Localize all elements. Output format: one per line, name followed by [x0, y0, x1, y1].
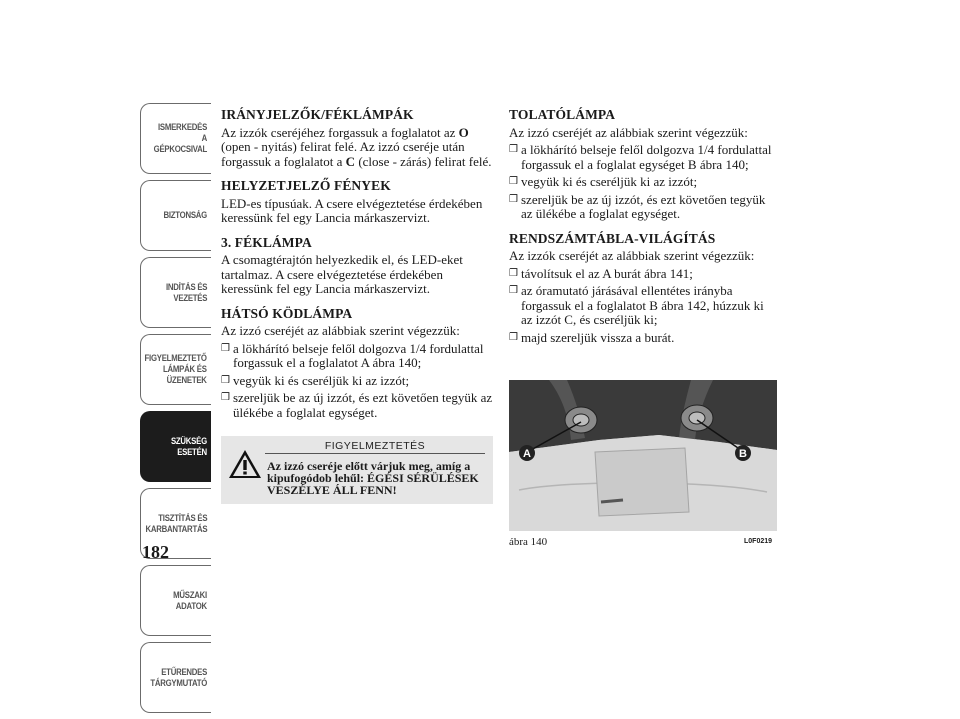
list-item: ❒ vegyük ki és cseréljük ki az izzót; [221, 374, 493, 389]
list-item: ❒ az óramutató járásával ellentétes irányba forgassuk el a foglalatot B ábra 142, húzzuk ki az izzót C, és cseréljük ki; [509, 284, 777, 328]
rear-bumper-figure [509, 380, 777, 531]
tab-biztonsag[interactable] [140, 180, 211, 251]
section-text: Az izzó cseréjét az alábbiak szerint végezzük: [221, 323, 460, 338]
warning-box [221, 436, 493, 504]
section-title: RENDSZÁMTÁBLA-VILÁGÍTÁS [509, 230, 716, 246]
tab-label: BIZTONSÁG [163, 210, 207, 221]
tab-muszaki-adatok[interactable] [140, 565, 211, 636]
left-column [221, 108, 493, 430]
section-title: HELYZETJELZŐ FÉNYEK [221, 178, 391, 193]
step-list [509, 143, 777, 222]
figure-caption: ábra 140 [509, 536, 548, 548]
tab-label: TISZTÍTÁS ÉS KARBANTARTÁS [145, 512, 207, 535]
section-text: LED-es típusúak. A csere elvégeztetése érdekében keressünk fel egy Lancia márkaszervizt. [221, 195, 483, 225]
tab-label: MŰSZAKI ADATOK [173, 589, 207, 612]
list-item: ❒ vegyük ki és cseréljük ki az izzót; [509, 175, 777, 190]
section-text: Az izzók cseréjét az alábbiak szerint végezzük: [509, 248, 755, 263]
chapter-tabs [140, 103, 211, 719]
tab-figyelmezteto[interactable] [140, 334, 211, 405]
tab-label: FIGYELMEZTETŐ LÁMPÁK ÉS ÜZENETEK [144, 353, 207, 386]
section-text: Az izzók cseréjéhez forgassuk a foglalatot az O (open - nyitás) felirat felé. Az izzó cseréje után forgassuk a foglalatot a C (close - zárás) felirat felé. [221, 124, 492, 169]
marker-a-label: A [523, 448, 531, 460]
tab-label: INDÍTÁS ÉS VEZETÉS [165, 281, 207, 304]
tab-ismerkedes[interactable] [140, 103, 211, 174]
list-item: ❒ majd szereljük vissza a burát. [509, 331, 777, 346]
list-item: ❒ szereljük be az új izzót, és ezt követően tegyük az ülékébe a foglalat egységet. [221, 391, 493, 420]
list-item: ❒ szereljük be az új izzót, és ezt követően tegyük az ülékébe a foglalat egységet. [509, 193, 777, 222]
step-list [221, 342, 493, 421]
section-title: HÁTSÓ KÖDLÁMPA [221, 305, 353, 321]
right-column [509, 108, 777, 355]
marker-b-label: B [739, 448, 747, 460]
warning-title: FIGYELMEZTETÉS [265, 440, 485, 454]
tab-label: ISMERKEDÉS A GÉPKOCSIVAL [153, 122, 207, 155]
rear-bumper-illustration [509, 380, 777, 531]
section-title: 3. FÉKLÁMPA [221, 234, 312, 250]
figure-code: L0F0219 [744, 538, 773, 545]
page-number: 182 [142, 542, 169, 562]
section-text: A csomagtérajtón helyezkedik el, és LED-eket tartalmaz. A csere elvégeztetése érdekében keressünk fel egy Lancia márkaszervizt. [221, 252, 463, 296]
tab-szukseg-eseten[interactable] [140, 411, 211, 482]
section-title: IRÁNYJELZŐK/FÉKLÁMPÁK [221, 107, 414, 122]
list-item: ❒ a lökhárító belseje felől dolgozva 1/4 fordulattal forgassuk el a foglalat egységet B ábra 140; [509, 143, 777, 172]
section-title: TOLATÓLÁMPA [509, 107, 616, 122]
tab-inditas[interactable] [140, 257, 211, 328]
warning-text: Az izzó cseréje előtt várjuk meg, amíg a kipufogódob lehűl: ÉGÉSI SÉRÜLÉSEK VESZÉLYE ÁLL FENN! [267, 459, 479, 497]
tab-label: ETŰRENDES TÁRGYMUTATÓ [150, 666, 207, 689]
tab-targymutato[interactable] [140, 642, 211, 713]
list-item: ❒ távolítsuk el az A burát ábra 141; [509, 267, 777, 282]
tab-label: SZÜKSÉG ESETÉN [170, 435, 207, 458]
step-list [509, 267, 777, 346]
list-item: ❒ a lökhárító belseje felől dolgozva 1/4 fordulattal forgassuk el a foglalatot A ábra 140; [221, 342, 493, 371]
section-text: Az izzó cseréjét az alábbiak szerint végezzük: [509, 124, 748, 140]
